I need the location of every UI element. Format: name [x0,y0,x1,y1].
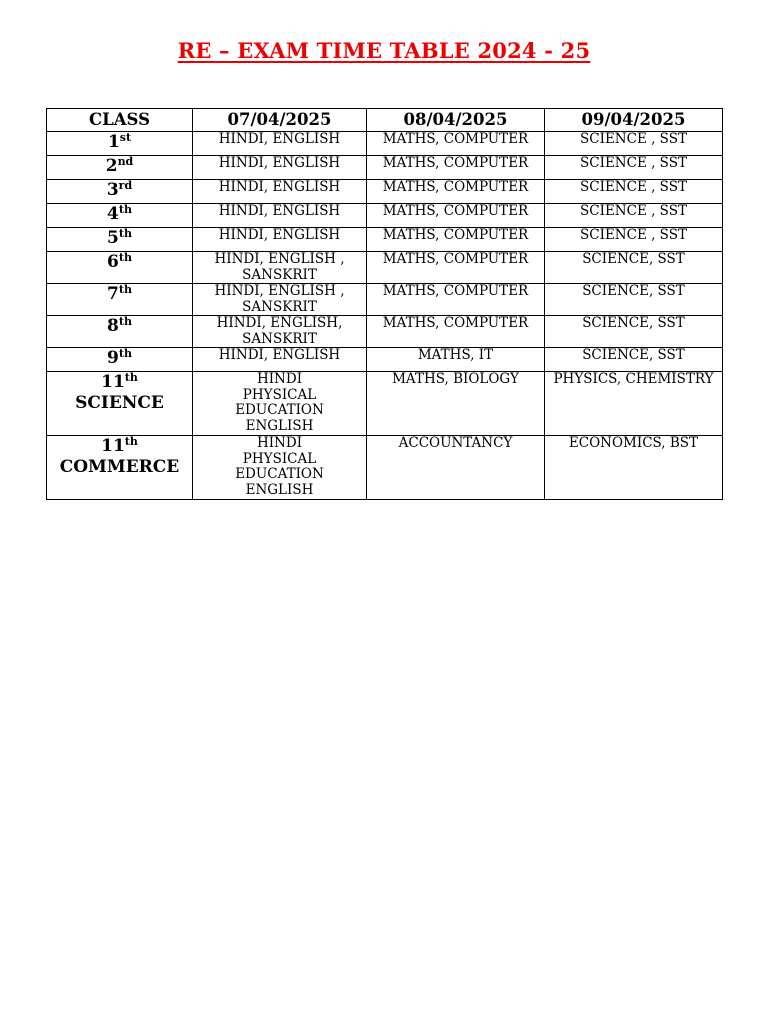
subject-line: HINDI, ENGLISH [218,131,341,147]
header-date-2: 08/04/2025 [367,109,545,132]
table-row [47,180,723,204]
subject-cell-date-3 [545,252,723,284]
class-number: 5 [107,228,119,248]
subject-line: PHYSICAL [242,450,317,467]
subject-cell-date-3 [545,228,723,252]
table-row [47,372,723,436]
table-row [47,348,723,372]
subject-cell-date-1 [193,436,367,500]
subject-cell-date-1 [193,180,367,204]
subject-line: SANSKRIT [242,330,317,347]
class-cell [47,436,193,500]
subject-line: MATHS, BIOLOGY [392,371,519,387]
class-suffix: th [118,283,132,296]
subject-line: HINDI, ENGLISH, [216,315,343,331]
subject-line: EDUCATION [235,402,324,418]
class-suffix: nd [117,155,134,168]
subject-cell-date-3 [545,132,723,156]
subject-cell-date-3 [545,156,723,180]
table-row [47,132,723,156]
class-suffix: th [118,315,132,328]
class-number: 9 [107,348,119,368]
table-row [47,436,723,500]
exam-timetable [46,108,723,500]
subject-line: SANSKRIT [242,266,317,283]
class-cell [47,252,193,284]
subject-line: EDUCATION [235,466,324,482]
table-row [47,228,723,252]
class-number: 6 [107,252,119,272]
class-cell [47,372,193,436]
class-number: 2 [105,156,118,176]
subject-cell-date-2 [367,156,545,180]
subject-cell-date-1 [193,204,367,228]
class-suffix: rd [118,179,133,192]
table-row [47,204,723,228]
subject-cell-date-2 [367,348,545,372]
header-row [47,109,723,132]
subject-cell-date-1 [193,348,367,372]
header-date-1: 07/04/2025 [193,109,367,132]
subject-line: MATHS, COMPUTER [382,203,529,219]
subject-cell-date-1 [193,156,367,180]
subject-cell-date-2 [367,204,545,228]
subject-line: HINDI, ENGLISH , [214,251,345,267]
class-number: 11 [101,372,125,392]
class-cell [47,316,193,348]
subject-cell-date-2 [367,180,545,204]
subject-cell-date-2 [367,132,545,156]
subject-cell-date-3 [545,436,723,500]
class-cell [47,180,193,204]
subject-cell-date-3 [545,316,723,348]
subject-line: HINDI, ENGLISH [218,227,341,243]
subject-line: MATHS, IT [417,347,494,363]
subject-line: MATHS, COMPUTER [382,227,529,243]
class-cell [47,228,193,252]
subject-line: SCIENCE, SST [582,347,685,363]
subject-cell-date-2 [367,372,545,436]
subject-line: MATHS, COMPUTER [382,179,529,195]
subject-cell-date-2 [367,284,545,316]
class-cell [47,132,193,156]
class-suffix: th [118,227,132,240]
subject-line: SCIENCE , SST [580,179,687,195]
subject-cell-date-1 [193,132,367,156]
subject-line: HINDI, ENGLISH [218,347,341,363]
table-row [47,284,723,316]
page-title: RE – EXAM TIME TABLE 2024 - 25 [177,38,591,63]
subject-cell-date-1 [193,372,367,436]
subject-line: MATHS, COMPUTER [382,251,529,267]
subject-cell-date-2 [367,252,545,284]
subject-cell-date-1 [193,316,367,348]
subject-line: SCIENCE , SST [580,227,687,243]
class-number: 1 [107,132,120,152]
subject-line: HINDI, ENGLISH [218,203,341,219]
class-number: 11 [101,436,125,456]
class-suffix: st [119,131,132,144]
class-cell [47,204,193,228]
subject-line: SCIENCE , SST [580,155,687,171]
class-stream: SCIENCE [75,393,164,413]
subject-line: ENGLISH [245,481,314,498]
subject-line: SCIENCE, SST [582,283,685,299]
class-suffix: th [124,371,138,384]
subject-line: PHYSICS, CHEMISTRY [553,371,714,387]
class-number: 8 [107,316,119,336]
subject-line: HINDI, ENGLISH [218,179,341,195]
subject-cell-date-3 [545,372,723,436]
subject-line: PHYSICAL [242,386,317,403]
class-number: 4 [107,204,119,224]
table-row [47,156,723,180]
class-suffix: th [118,203,132,216]
class-number: 7 [107,284,119,304]
subject-line: MATHS, COMPUTER [382,283,529,299]
subject-line: HINDI, ENGLISH [218,155,341,171]
subject-line: HINDI [256,371,303,387]
subject-line: SCIENCE, SST [582,251,685,267]
subject-cell-date-2 [367,316,545,348]
subject-line: SANSKRIT [242,298,317,315]
subject-cell-date-3 [545,284,723,316]
subject-cell-date-1 [193,228,367,252]
table-row [47,316,723,348]
subject-cell-date-1 [193,284,367,316]
header-class: CLASS [47,109,193,132]
table-row [47,252,723,284]
subject-cell-date-2 [367,436,545,500]
class-suffix: th [118,347,132,360]
subject-line: ENGLISH [245,417,314,434]
class-cell [47,284,193,316]
subject-line: SCIENCE , SST [580,203,687,219]
subject-cell-date-3 [545,204,723,228]
header-date-3: 09/04/2025 [545,109,723,132]
class-suffix: th [118,251,132,264]
class-cell [47,156,193,180]
subject-line: SCIENCE , SST [580,131,687,147]
subject-line: MATHS, COMPUTER [382,131,529,147]
subject-line: MATHS, COMPUTER [382,155,529,171]
class-suffix: th [124,435,138,448]
subject-line: ECONOMICS, BST [568,435,699,451]
class-cell [47,348,193,372]
subject-cell-date-3 [545,180,723,204]
subject-cell-date-1 [193,252,367,284]
subject-line: HINDI [256,435,303,451]
subject-line: ACCOUNTANCY [398,435,513,451]
class-number: 3 [106,180,119,200]
timetable-body [47,132,723,500]
subject-line: HINDI, ENGLISH , [214,283,345,299]
class-stream: COMMERCE [59,457,180,477]
subject-cell-date-3 [545,348,723,372]
subject-line: MATHS, COMPUTER [382,315,529,331]
subject-line: SCIENCE, SST [582,315,685,331]
subject-cell-date-2 [367,228,545,252]
